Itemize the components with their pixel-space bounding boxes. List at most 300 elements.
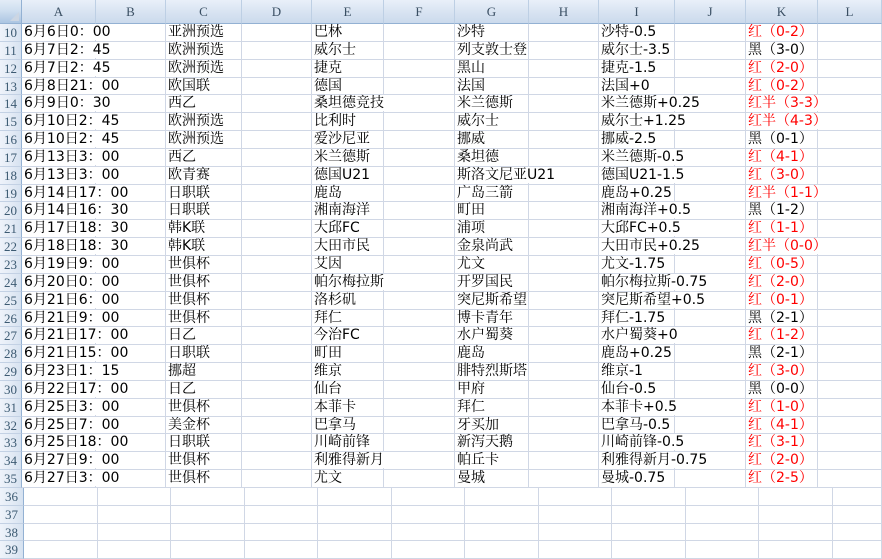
cell-G13[interactable]: [455, 78, 529, 96]
cell-I35[interactable]: [599, 470, 675, 488]
cell-F32[interactable]: [384, 417, 455, 435]
cell-C36[interactable]: [171, 488, 245, 506]
row-header-16[interactable]: 16: [0, 131, 22, 149]
cell-H31[interactable]: [529, 399, 599, 417]
row-header-24[interactable]: 24: [0, 274, 22, 292]
cell-E26[interactable]: [312, 310, 384, 328]
cell-A34[interactable]: [22, 452, 96, 470]
cell-D30[interactable]: [242, 381, 312, 399]
cell-E27[interactable]: [312, 327, 384, 345]
cell-L39[interactable]: [833, 541, 882, 559]
cell-F30[interactable]: [384, 381, 455, 399]
cell-B10[interactable]: [96, 24, 166, 42]
cell-E31[interactable]: [312, 399, 384, 417]
cell-E18[interactable]: [312, 167, 384, 185]
cell-C13[interactable]: [166, 78, 242, 96]
cell-E10[interactable]: [312, 24, 384, 42]
cell-A24[interactable]: [22, 274, 96, 292]
cell-H11[interactable]: [529, 42, 599, 60]
cell-J13[interactable]: [675, 78, 746, 96]
cell-D35[interactable]: [242, 470, 312, 488]
column-header-G[interactable]: G: [455, 0, 529, 24]
row-header-19[interactable]: 19: [0, 185, 22, 203]
cell-F10[interactable]: [384, 24, 455, 42]
cell-K17[interactable]: [746, 149, 818, 167]
cell-B15[interactable]: [96, 113, 166, 131]
cell-K26[interactable]: [746, 310, 818, 328]
cell-J23[interactable]: [675, 256, 746, 274]
cell-F11[interactable]: [384, 42, 455, 60]
cell-A37[interactable]: [24, 506, 98, 524]
cell-C16[interactable]: [166, 131, 242, 149]
row-header-28[interactable]: 28: [0, 345, 22, 363]
cell-A29[interactable]: [22, 363, 96, 381]
cell-C22[interactable]: [166, 238, 242, 256]
row-header-13[interactable]: 13: [0, 78, 22, 96]
cell-E24[interactable]: [312, 274, 384, 292]
cell-F18[interactable]: [384, 167, 455, 185]
cell-D17[interactable]: [242, 149, 312, 167]
cell-G21[interactable]: [455, 220, 529, 238]
cell-H18[interactable]: [529, 167, 599, 185]
cell-C37[interactable]: [171, 506, 245, 524]
cell-A19[interactable]: [22, 185, 96, 203]
cell-L28[interactable]: [818, 345, 882, 363]
row-header-10[interactable]: 10: [0, 24, 22, 42]
cell-K36[interactable]: [759, 488, 833, 506]
cell-L16[interactable]: [818, 131, 882, 149]
cell-H24[interactable]: [529, 274, 599, 292]
cell-D31[interactable]: [242, 399, 312, 417]
cell-G22[interactable]: [455, 238, 529, 256]
cell-B36[interactable]: [98, 488, 172, 506]
cell-C10[interactable]: [166, 24, 242, 42]
cell-I36[interactable]: [612, 488, 686, 506]
row-header-22[interactable]: 22: [0, 238, 22, 256]
cell-L22[interactable]: [818, 238, 882, 256]
cell-F16[interactable]: [384, 131, 455, 149]
cell-C27[interactable]: [166, 327, 242, 345]
column-header-F[interactable]: F: [384, 0, 455, 24]
cell-A33[interactable]: [22, 434, 96, 452]
cell-F34[interactable]: [384, 452, 455, 470]
cell-A14[interactable]: [22, 95, 96, 113]
cell-I17[interactable]: [599, 149, 675, 167]
cell-L34[interactable]: [818, 452, 882, 470]
cell-K16[interactable]: [746, 131, 818, 149]
cell-E39[interactable]: [318, 541, 392, 559]
cell-F12[interactable]: [384, 60, 455, 78]
cell-C19[interactable]: [166, 185, 242, 203]
cell-B13[interactable]: [96, 78, 166, 96]
cell-H29[interactable]: [529, 363, 599, 381]
cell-B31[interactable]: [96, 399, 166, 417]
cell-A21[interactable]: [22, 220, 96, 238]
cell-J21[interactable]: [675, 220, 746, 238]
cell-B39[interactable]: [98, 541, 172, 559]
cell-I23[interactable]: [599, 256, 675, 274]
cell-B19[interactable]: [96, 185, 166, 203]
cell-A23[interactable]: [22, 256, 96, 274]
row-header-25[interactable]: 25: [0, 292, 22, 310]
cell-J17[interactable]: [675, 149, 746, 167]
cell-K24[interactable]: [746, 274, 818, 292]
cell-B30[interactable]: [96, 381, 166, 399]
cell-F39[interactable]: [392, 541, 466, 559]
row-header-34[interactable]: 34: [0, 452, 22, 470]
cell-G39[interactable]: [465, 541, 539, 559]
cell-H20[interactable]: [529, 202, 599, 220]
cell-H15[interactable]: [529, 113, 599, 131]
cell-G34[interactable]: [455, 452, 529, 470]
cell-A26[interactable]: [22, 310, 96, 328]
cell-B14[interactable]: [96, 95, 166, 113]
cell-L14[interactable]: [818, 95, 882, 113]
cell-K25[interactable]: [746, 292, 818, 310]
cell-H38[interactable]: [539, 524, 613, 542]
cell-J33[interactable]: [675, 434, 746, 452]
cell-J35[interactable]: [675, 470, 746, 488]
cell-A39[interactable]: [24, 541, 98, 559]
row-header-14[interactable]: 14: [0, 95, 22, 113]
cell-A36[interactable]: [24, 488, 98, 506]
cell-J14[interactable]: [675, 95, 746, 113]
cell-G25[interactable]: [455, 292, 529, 310]
cell-E19[interactable]: [312, 185, 384, 203]
cell-G38[interactable]: [465, 524, 539, 542]
cell-H30[interactable]: [529, 381, 599, 399]
cell-C11[interactable]: [166, 42, 242, 60]
cell-G15[interactable]: [455, 113, 529, 131]
cell-J18[interactable]: [675, 167, 746, 185]
cell-C34[interactable]: [166, 452, 242, 470]
cell-L35[interactable]: [818, 470, 882, 488]
cell-L38[interactable]: [833, 524, 882, 542]
cell-K23[interactable]: [746, 256, 818, 274]
cell-J10[interactable]: [675, 24, 746, 42]
cell-K15[interactable]: [746, 113, 818, 131]
cell-C39[interactable]: [171, 541, 245, 559]
cell-F26[interactable]: [384, 310, 455, 328]
cell-I26[interactable]: [599, 310, 675, 328]
cell-J29[interactable]: [675, 363, 746, 381]
cell-J36[interactable]: [686, 488, 760, 506]
cell-E20[interactable]: [312, 202, 384, 220]
cell-L26[interactable]: [818, 310, 882, 328]
cell-K35[interactable]: [746, 470, 818, 488]
cell-J31[interactable]: [675, 399, 746, 417]
cell-E11[interactable]: [312, 42, 384, 60]
cell-G18[interactable]: [455, 167, 529, 185]
cell-A35[interactable]: [22, 470, 96, 488]
cell-E25[interactable]: [312, 292, 384, 310]
cell-I27[interactable]: [599, 327, 675, 345]
cell-J32[interactable]: [675, 417, 746, 435]
cell-K33[interactable]: [746, 434, 818, 452]
cell-D14[interactable]: [242, 95, 312, 113]
cell-H17[interactable]: [529, 149, 599, 167]
cell-F33[interactable]: [384, 434, 455, 452]
row-header-37[interactable]: 37: [0, 506, 24, 524]
cell-I31[interactable]: [599, 399, 675, 417]
cell-I37[interactable]: [612, 506, 686, 524]
cell-D18[interactable]: [242, 167, 312, 185]
cell-K28[interactable]: [746, 345, 818, 363]
cell-J34[interactable]: [675, 452, 746, 470]
cell-G35[interactable]: [455, 470, 529, 488]
cell-G19[interactable]: [455, 185, 529, 203]
cell-H36[interactable]: [539, 488, 613, 506]
cell-I32[interactable]: [599, 417, 675, 435]
cell-A13[interactable]: [22, 78, 96, 96]
cell-L24[interactable]: [818, 274, 882, 292]
cell-I18[interactable]: [599, 167, 675, 185]
row-header-23[interactable]: 23: [0, 256, 22, 274]
cell-K37[interactable]: [759, 506, 833, 524]
cell-F20[interactable]: [384, 202, 455, 220]
column-header-D[interactable]: D: [242, 0, 312, 24]
cell-D38[interactable]: [245, 524, 319, 542]
cell-K12[interactable]: [746, 60, 818, 78]
cell-J27[interactable]: [675, 327, 746, 345]
cell-E15[interactable]: [312, 113, 384, 131]
cell-G33[interactable]: [455, 434, 529, 452]
cell-G24[interactable]: [455, 274, 529, 292]
cell-F37[interactable]: [392, 506, 466, 524]
cell-K18[interactable]: [746, 167, 818, 185]
cell-D15[interactable]: [242, 113, 312, 131]
cell-B28[interactable]: [96, 345, 166, 363]
cell-K14[interactable]: [746, 95, 818, 113]
cell-C31[interactable]: [166, 399, 242, 417]
cell-B17[interactable]: [96, 149, 166, 167]
cell-J12[interactable]: [675, 60, 746, 78]
cell-A15[interactable]: [22, 113, 96, 131]
cell-F38[interactable]: [392, 524, 466, 542]
cell-A10[interactable]: [22, 24, 96, 42]
cell-G37[interactable]: [465, 506, 539, 524]
cell-G27[interactable]: [455, 327, 529, 345]
cell-K19[interactable]: [746, 185, 818, 203]
cell-C26[interactable]: [166, 310, 242, 328]
cell-G31[interactable]: [455, 399, 529, 417]
cell-B38[interactable]: [98, 524, 172, 542]
cell-E28[interactable]: [312, 345, 384, 363]
cell-B24[interactable]: [96, 274, 166, 292]
cell-F36[interactable]: [392, 488, 466, 506]
cell-A28[interactable]: [22, 345, 96, 363]
cell-D21[interactable]: [242, 220, 312, 238]
cell-L32[interactable]: [818, 417, 882, 435]
cell-J26[interactable]: [675, 310, 746, 328]
cell-J20[interactable]: [675, 202, 746, 220]
row-header-20[interactable]: 20: [0, 202, 22, 220]
cell-D39[interactable]: [245, 541, 319, 559]
row-header-21[interactable]: 21: [0, 220, 22, 238]
cell-G14[interactable]: [455, 95, 529, 113]
column-header-I[interactable]: I: [599, 0, 675, 24]
cell-H10[interactable]: [529, 24, 599, 42]
cell-L31[interactable]: [818, 399, 882, 417]
cell-J11[interactable]: [675, 42, 746, 60]
cell-K13[interactable]: [746, 78, 818, 96]
select-all-corner[interactable]: [0, 0, 22, 24]
row-header-39[interactable]: 39: [0, 541, 24, 559]
cell-J22[interactable]: [675, 238, 746, 256]
cell-G23[interactable]: [455, 256, 529, 274]
column-header-B[interactable]: B: [96, 0, 166, 24]
cell-D28[interactable]: [242, 345, 312, 363]
cell-G26[interactable]: [455, 310, 529, 328]
cell-E22[interactable]: [312, 238, 384, 256]
cell-K32[interactable]: [746, 417, 818, 435]
cell-B27[interactable]: [96, 327, 166, 345]
cell-D23[interactable]: [242, 256, 312, 274]
cell-C35[interactable]: [166, 470, 242, 488]
cell-E17[interactable]: [312, 149, 384, 167]
cell-K38[interactable]: [759, 524, 833, 542]
cell-J15[interactable]: [675, 113, 746, 131]
cell-L27[interactable]: [818, 327, 882, 345]
cell-I30[interactable]: [599, 381, 675, 399]
cell-J30[interactable]: [675, 381, 746, 399]
cell-C20[interactable]: [166, 202, 242, 220]
cell-L18[interactable]: [818, 167, 882, 185]
cell-B18[interactable]: [96, 167, 166, 185]
cell-I33[interactable]: [599, 434, 675, 452]
cell-G29[interactable]: [455, 363, 529, 381]
cell-I20[interactable]: [599, 202, 675, 220]
cell-L15[interactable]: [818, 113, 882, 131]
cell-I12[interactable]: [599, 60, 675, 78]
cell-J16[interactable]: [675, 131, 746, 149]
cell-I14[interactable]: [599, 95, 675, 113]
cell-C18[interactable]: [166, 167, 242, 185]
cell-K21[interactable]: [746, 220, 818, 238]
cell-I19[interactable]: [599, 185, 675, 203]
row-header-11[interactable]: 11: [0, 42, 22, 60]
cell-E34[interactable]: [312, 452, 384, 470]
cell-A17[interactable]: [22, 149, 96, 167]
cell-L25[interactable]: [818, 292, 882, 310]
cell-H25[interactable]: [529, 292, 599, 310]
cell-G12[interactable]: [455, 60, 529, 78]
cell-I39[interactable]: [612, 541, 686, 559]
cell-K22[interactable]: [746, 238, 818, 256]
cell-C17[interactable]: [166, 149, 242, 167]
cell-I38[interactable]: [612, 524, 686, 542]
cell-F31[interactable]: [384, 399, 455, 417]
column-header-L[interactable]: L: [818, 0, 882, 24]
cell-I15[interactable]: [599, 113, 675, 131]
cell-F35[interactable]: [384, 470, 455, 488]
cell-D27[interactable]: [242, 327, 312, 345]
cell-L33[interactable]: [818, 434, 882, 452]
cell-D16[interactable]: [242, 131, 312, 149]
cell-H14[interactable]: [529, 95, 599, 113]
cell-B29[interactable]: [96, 363, 166, 381]
cell-A12[interactable]: [22, 60, 96, 78]
cell-E36[interactable]: [318, 488, 392, 506]
cell-J19[interactable]: [675, 185, 746, 203]
cell-F27[interactable]: [384, 327, 455, 345]
cell-E30[interactable]: [312, 381, 384, 399]
cell-K27[interactable]: [746, 327, 818, 345]
cell-C24[interactable]: [166, 274, 242, 292]
cell-A38[interactable]: [24, 524, 98, 542]
row-header-30[interactable]: 30: [0, 381, 22, 399]
cell-J39[interactable]: [686, 541, 760, 559]
row-header-18[interactable]: 18: [0, 167, 22, 185]
cell-H12[interactable]: [529, 60, 599, 78]
cell-B22[interactable]: [96, 238, 166, 256]
cell-J24[interactable]: [675, 274, 746, 292]
row-header-12[interactable]: 12: [0, 60, 22, 78]
cell-F19[interactable]: [384, 185, 455, 203]
cell-H27[interactable]: [529, 327, 599, 345]
cell-F23[interactable]: [384, 256, 455, 274]
cell-A20[interactable]: [22, 202, 96, 220]
cell-I13[interactable]: [599, 78, 675, 96]
cell-I16[interactable]: [599, 131, 675, 149]
cell-L10[interactable]: [818, 24, 882, 42]
cell-B16[interactable]: [96, 131, 166, 149]
cell-K29[interactable]: [746, 363, 818, 381]
cell-I11[interactable]: [599, 42, 675, 60]
cell-J38[interactable]: [686, 524, 760, 542]
row-header-38[interactable]: 38: [0, 524, 24, 542]
column-header-E[interactable]: E: [312, 0, 384, 24]
row-header-17[interactable]: 17: [0, 149, 22, 167]
cell-L12[interactable]: [818, 60, 882, 78]
cell-H35[interactable]: [529, 470, 599, 488]
cell-D36[interactable]: [245, 488, 319, 506]
cell-D32[interactable]: [242, 417, 312, 435]
cell-I34[interactable]: [599, 452, 675, 470]
cell-J28[interactable]: [675, 345, 746, 363]
row-header-26[interactable]: 26: [0, 310, 22, 328]
cell-F17[interactable]: [384, 149, 455, 167]
cell-D29[interactable]: [242, 363, 312, 381]
cell-D20[interactable]: [242, 202, 312, 220]
cell-G32[interactable]: [455, 417, 529, 435]
cell-B34[interactable]: [96, 452, 166, 470]
cell-F24[interactable]: [384, 274, 455, 292]
cell-F13[interactable]: [384, 78, 455, 96]
cell-H16[interactable]: [529, 131, 599, 149]
cell-J37[interactable]: [686, 506, 760, 524]
cell-B23[interactable]: [96, 256, 166, 274]
cell-G20[interactable]: [455, 202, 529, 220]
row-header-36[interactable]: 36: [0, 488, 24, 506]
row-header-33[interactable]: 33: [0, 434, 22, 452]
cell-L17[interactable]: [818, 149, 882, 167]
cell-G28[interactable]: [455, 345, 529, 363]
cell-I10[interactable]: [599, 24, 675, 42]
cell-E32[interactable]: [312, 417, 384, 435]
column-header-K[interactable]: K: [746, 0, 818, 24]
cell-C12[interactable]: [166, 60, 242, 78]
cell-H32[interactable]: [529, 417, 599, 435]
cell-E35[interactable]: [312, 470, 384, 488]
cell-L21[interactable]: [818, 220, 882, 238]
cell-B21[interactable]: [96, 220, 166, 238]
cell-D13[interactable]: [242, 78, 312, 96]
cell-C29[interactable]: [166, 363, 242, 381]
cell-B35[interactable]: [96, 470, 166, 488]
cell-A18[interactable]: [22, 167, 96, 185]
cell-C38[interactable]: [171, 524, 245, 542]
